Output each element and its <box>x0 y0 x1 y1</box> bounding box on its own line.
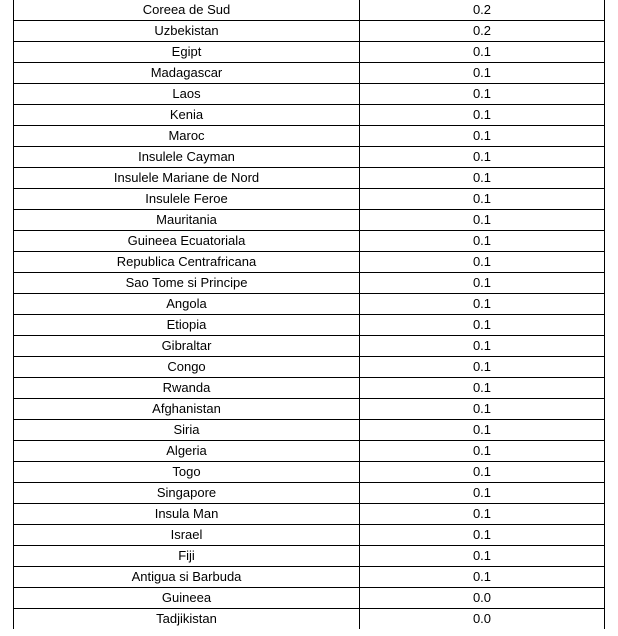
country-cell: Egipt <box>14 42 360 62</box>
value-cell: 0.1 <box>472 485 492 500</box>
country-cell: Siria <box>14 420 360 440</box>
table-row <box>14 504 604 525</box>
table-row <box>14 63 604 84</box>
country-cell: Fiji <box>14 546 360 566</box>
table-row <box>14 588 604 609</box>
table-row <box>14 42 604 63</box>
table-row <box>14 441 604 462</box>
value-cell: 0.1 <box>472 317 492 332</box>
table-row <box>14 336 604 357</box>
value-cell: 0.1 <box>472 359 492 374</box>
value-cell: 0.0 <box>472 611 492 626</box>
value-cell: 0.2 <box>472 2 492 17</box>
country-cell: Madagascar <box>14 63 360 83</box>
value-cell: 0.1 <box>472 443 492 458</box>
value-cell: 0.1 <box>472 86 492 101</box>
table-row <box>14 462 604 483</box>
table-row <box>14 273 604 294</box>
table-row <box>14 105 604 126</box>
country-cell: Antigua si Barbuda <box>14 567 360 587</box>
value-cell: 0.0 <box>472 590 492 605</box>
country-cell: Gibraltar <box>14 336 360 356</box>
value-cell: 0.1 <box>472 191 492 206</box>
country-cell: Kenia <box>14 105 360 125</box>
country-cell: Sao Tome si Principe <box>14 273 360 293</box>
data-table <box>13 0 605 629</box>
value-cell: 0.1 <box>472 128 492 143</box>
value-cell: 0.1 <box>472 527 492 542</box>
table-row <box>14 525 604 546</box>
country-cell: Israel <box>14 525 360 545</box>
table-row <box>14 546 604 567</box>
value-cell: 0.1 <box>472 401 492 416</box>
table-row <box>14 210 604 231</box>
country-cell: Guineea Ecuatoriala <box>14 231 360 251</box>
country-cell: Insulele Mariane de Nord <box>14 168 360 188</box>
value-cell: 0.1 <box>472 149 492 164</box>
country-cell: Mauritania <box>14 210 360 230</box>
country-cell: Uzbekistan <box>14 21 360 41</box>
table-row <box>14 378 604 399</box>
table-row <box>14 315 604 336</box>
value-cell: 0.1 <box>472 275 492 290</box>
country-cell: Guineea <box>14 588 360 608</box>
value-cell: 0.1 <box>472 422 492 437</box>
table-row <box>14 231 604 252</box>
country-cell: Laos <box>14 84 360 104</box>
table-row <box>14 609 604 629</box>
table-row <box>14 126 604 147</box>
country-cell: Angola <box>14 294 360 314</box>
country-cell: Togo <box>14 462 360 482</box>
table-row <box>14 252 604 273</box>
table-row <box>14 399 604 420</box>
value-cell: 0.2 <box>472 23 492 38</box>
country-cell: Coreea de Sud <box>14 0 360 20</box>
country-cell: Insula Man <box>14 504 360 524</box>
table-row <box>14 567 604 588</box>
country-cell: Insulele Feroe <box>14 189 360 209</box>
value-cell: 0.1 <box>472 338 492 353</box>
table-row <box>14 483 604 504</box>
table-row <box>14 84 604 105</box>
country-cell: Rwanda <box>14 378 360 398</box>
country-cell: Singapore <box>14 483 360 503</box>
value-cell: 0.1 <box>472 548 492 563</box>
table-row <box>14 294 604 315</box>
value-cell: 0.1 <box>472 569 492 584</box>
table-row <box>14 420 604 441</box>
table-row <box>14 168 604 189</box>
table-row <box>14 0 604 21</box>
value-cell: 0.1 <box>472 44 492 59</box>
value-cell: 0.1 <box>472 296 492 311</box>
table-row <box>14 357 604 378</box>
table-row <box>14 147 604 168</box>
country-cell: Maroc <box>14 126 360 146</box>
value-cell: 0.1 <box>472 506 492 521</box>
value-cell: 0.1 <box>472 464 492 479</box>
value-cell: 0.1 <box>472 212 492 227</box>
value-cell: 0.1 <box>472 65 492 80</box>
country-cell: Insulele Cayman <box>14 147 360 167</box>
country-cell: Algeria <box>14 441 360 461</box>
country-cell: Afghanistan <box>14 399 360 419</box>
value-cell: 0.1 <box>472 233 492 248</box>
value-cell: 0.1 <box>472 254 492 269</box>
value-cell: 0.1 <box>472 380 492 395</box>
country-cell: Congo <box>14 357 360 377</box>
country-cell: Republica Centrafricana <box>14 252 360 272</box>
table-row <box>14 21 604 42</box>
table-row <box>14 189 604 210</box>
country-cell: Etiopia <box>14 315 360 335</box>
country-cell: Tadjikistan <box>14 609 360 629</box>
value-cell: 0.1 <box>472 170 492 185</box>
value-cell: 0.1 <box>472 107 492 122</box>
